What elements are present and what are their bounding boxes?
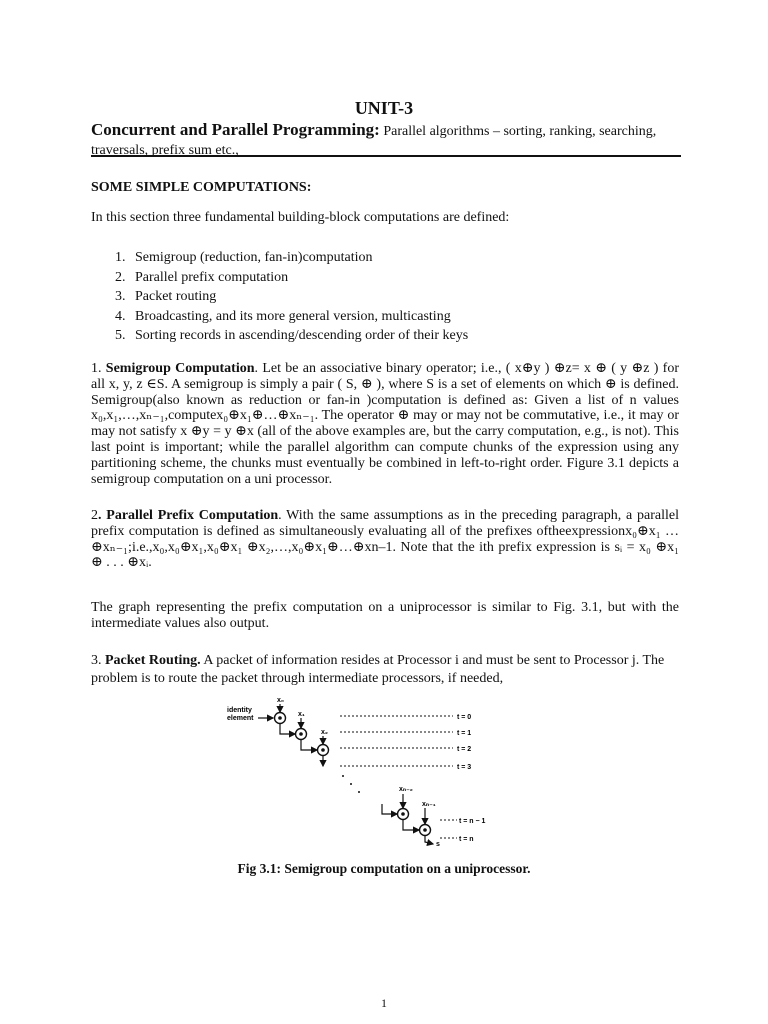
list-item: 1. Semigroup (reduction, fan-in)computation	[129, 248, 689, 268]
computation-list	[91, 248, 689, 346]
time-label: t = 3	[457, 764, 472, 771]
heading-divider	[91, 155, 681, 157]
unit-title: UNIT-3	[354, 98, 414, 118]
list-item: 2. Parallel prefix computation	[129, 268, 689, 288]
para-text: . With the same assumptions as in the preceding paragraph, a parallel prefix computation is defined as simultaneously evaluating all of the prefixes oftheexpressionx₀⊕x₁ …⊕xₙ₋₁;i.e.,x₀,x₀⊕x₁,x₀⊕x₁ ⊕x₂,…,x₀⊕x₁⊕…⊕xn–1. Note that the ith prefix expression is sᵢ = x₀ ⊕x₁ ⊕ . . . ⊕xᵢ.	[91, 508, 679, 571]
para-number: 1.	[91, 361, 106, 376]
para-text: A packet of information resides at Processor i and must be sent to Processor j. The problem is to route the packet through intermediate processors, if needed,	[91, 653, 665, 686]
intro-text: In this section three fundamental building-block computations are defined:	[91, 210, 510, 225]
graph-paragraph: The graph representing the prefix computation on a uniprocessor is similar to Fig. 3.1, but with the intermediate values also output.	[91, 600, 679, 631]
section-title: SOME SIMPLE COMPUTATIONS:	[91, 180, 312, 195]
semigroup-figure	[225, 696, 495, 846]
para-text: . Let be an associative binary operator; i.e., ( x⊕y ) ⊕z= x ⊕ ( y ⊕z ) for all x, y, z ∈S. A semigroup is simply a pair ( S, ⊕ ), where S is a set of elements on which ⊕ is defined. Semigroup(also known as reduction or fan-in )computation is defined as: Given a list of n values x₀,x₁,…,xₙ₋₁,computex₀⊕x₁⊕…⊕xₙ₋₁. The operator ⊕ may or may not be commutative, i.e., it may or may not satisfy x ⊕y = y ⊕x (all of the above examples are, but the carry computation, e.g., is not). This last point is important; while the parallel algorithm can compute chunks of the expression using any partitioning scheme, the chunks must eventually be combined in left-to-right order. Figure 3.1 depicts a semigroup computation on a uni processor.	[91, 361, 679, 487]
figure-caption: Fig 3.1: Semigroup computation on a uniprocessor.	[237, 861, 531, 876]
time-label: t = 0	[457, 714, 472, 721]
identity-label: element	[227, 715, 254, 722]
identity-label: identity	[227, 707, 252, 714]
routing-paragraph	[91, 652, 679, 688]
chapter-topics: Parallel algorithms – sorting, ranking, searching, traversals, prefix sum etc.,	[91, 124, 657, 158]
para-title: Packet Routing.	[105, 653, 201, 668]
input-label: x₁	[298, 711, 305, 718]
semigroup-paragraph	[91, 361, 679, 487]
prefix-paragraph	[91, 508, 679, 571]
input-label: x₀	[277, 697, 285, 704]
para-number: 3.	[91, 653, 105, 668]
output-label: s	[436, 841, 440, 846]
time-label: t = 2	[457, 746, 472, 753]
para-number: 2	[91, 508, 98, 523]
list-item: 5. Sorting records in ascending/descending order of their keys	[129, 326, 689, 346]
time-label: t = 1	[457, 730, 472, 737]
input-label: xₙ₋₁	[422, 801, 436, 808]
list-item: 3. Packet routing	[129, 287, 689, 307]
input-label: x₂	[321, 729, 329, 736]
chapter-heading	[91, 120, 681, 160]
list-item: 4. Broadcasting, and its more general version, multicasting	[129, 307, 689, 327]
input-label: xₙ₋₂	[399, 786, 413, 793]
chapter-title: Concurrent and Parallel Programming:	[91, 120, 380, 139]
page-number: 1	[381, 996, 387, 1010]
time-label: t = n − 1	[459, 818, 486, 825]
para-title: Semigroup Computation	[105, 361, 255, 376]
time-label: t = n	[459, 836, 474, 843]
para-title: . Parallel Prefix Computation	[98, 508, 279, 523]
